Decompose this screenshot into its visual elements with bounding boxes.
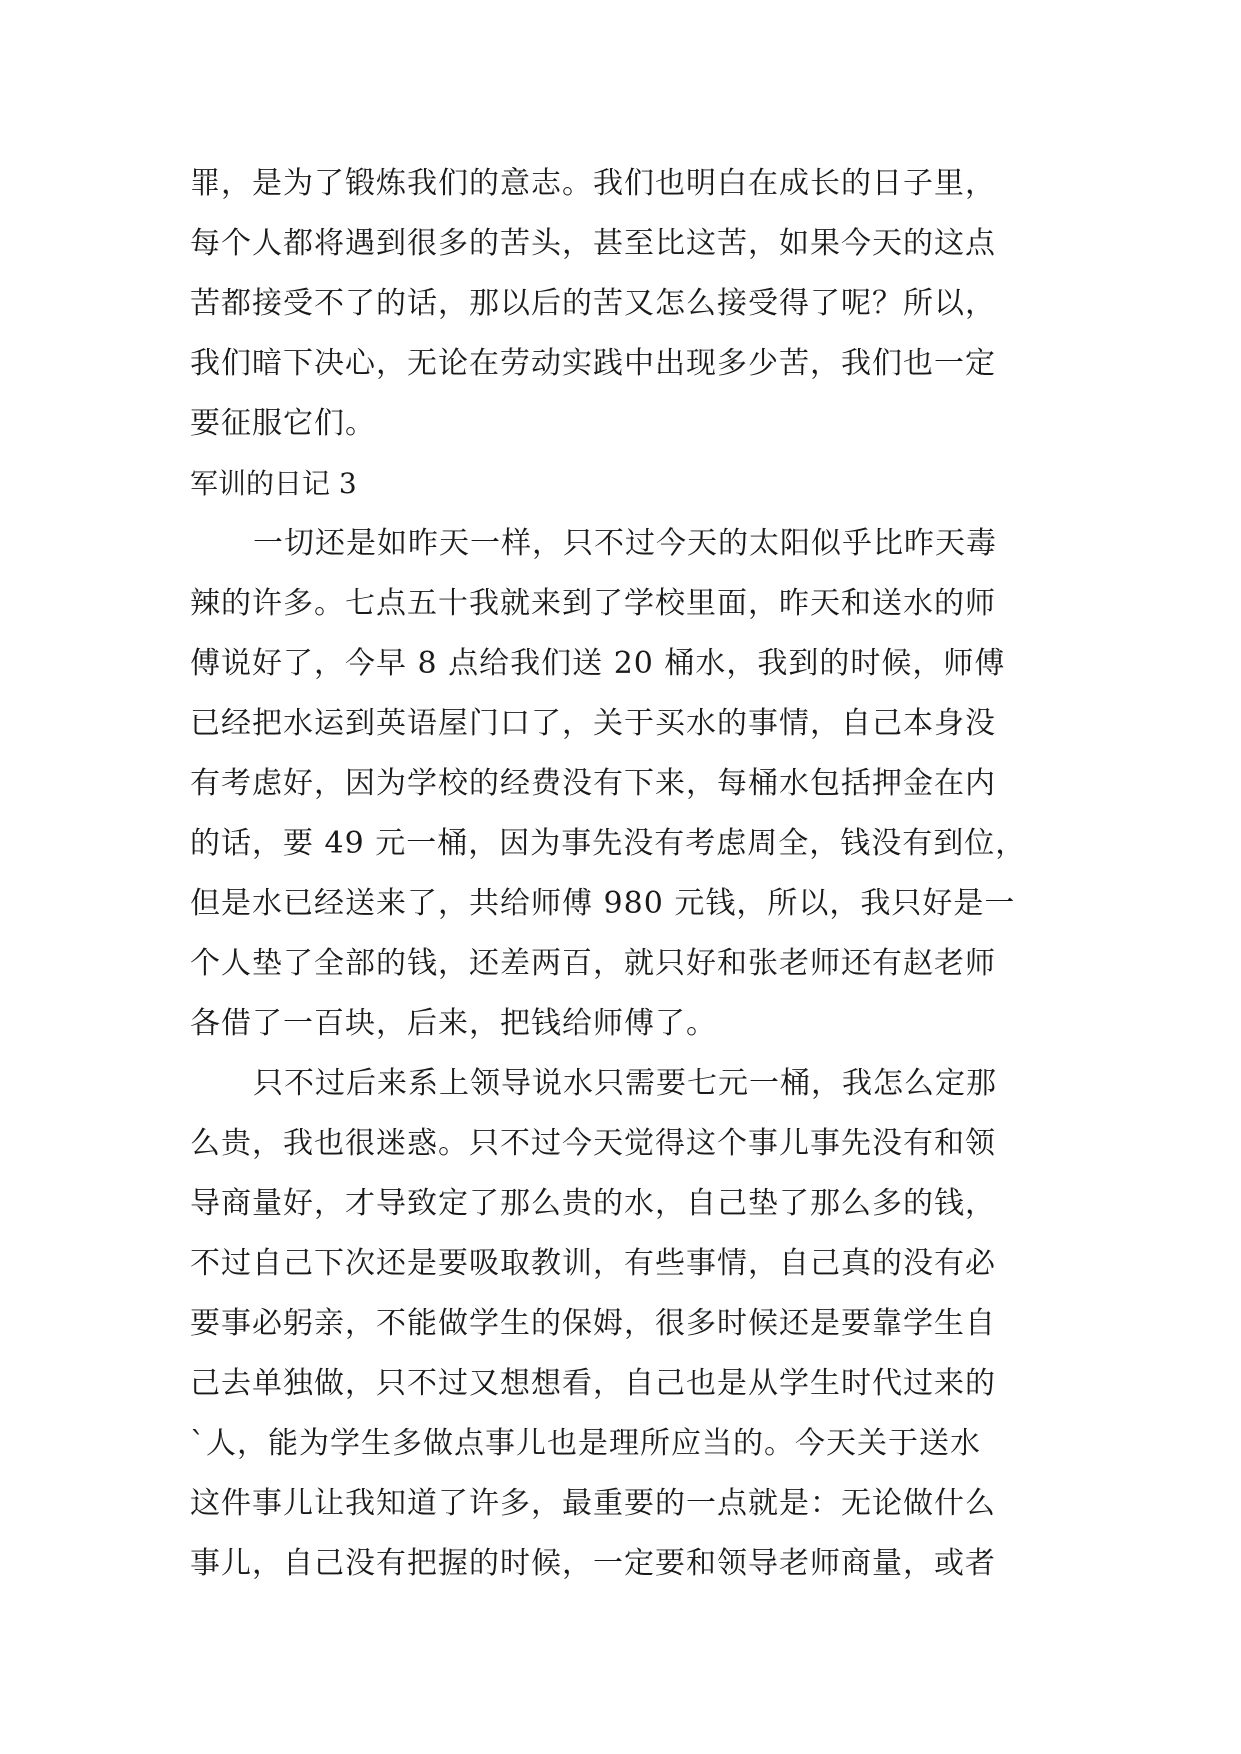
text-line: 傅说好了，今早 8 点给我们送 20 桶水，我到的时候，师傅 xyxy=(190,646,1006,681)
text-line: 么贵，我也很迷惑。只不过今天觉得这个事儿事先没有和领 xyxy=(190,1126,996,1161)
text-line: 各借了一百块，后来，把钱给师傅了。 xyxy=(190,1006,717,1041)
text-line: 导商量好，才导致定了那么贵的水，自己垫了那么多的钱， xyxy=(190,1186,996,1221)
section-heading: 军训的日记 3 xyxy=(190,467,357,500)
text-line: 的话，要 49 元一桶，因为事先没有考虑周全，钱没有到位， xyxy=(190,826,1027,861)
text-line: 有考虑好，因为学校的经费没有下来，每桶水包括押金在内 xyxy=(190,766,996,801)
text-line: 已经把水运到英语屋门口了，关于买水的事情，自己本身没 xyxy=(190,706,996,741)
text-line: 罪，是为了锻炼我们的意志。我们也明白在成长的日子里， xyxy=(190,166,996,201)
text-line: 每个人都将遇到很多的苦头，甚至比这苦，如果今天的这点 xyxy=(190,226,996,261)
text-line: 不过自己下次还是要吸取教训，有些事情，自己真的没有必 xyxy=(190,1246,996,1281)
text-line: 但是水已经送来了，共给师傅 980 元钱，所以，我只好是一 xyxy=(190,886,1016,921)
text-line: 要事必躬亲，不能做学生的保姆，很多时候还是要靠学生自 xyxy=(190,1306,996,1341)
text-line: `人，能为学生多做点事儿也是理所应当的。今天关于送水 xyxy=(190,1426,981,1461)
text-line: 我们暗下决心，无论在劳动实践中出现多少苦，我们也一定 xyxy=(190,346,996,381)
text-line: 个人垫了全部的钱，还差两百，就只好和张老师还有赵老师 xyxy=(190,946,996,981)
text-line: 己去单独做，只不过又想想看，自己也是从学生时代过来的 xyxy=(190,1366,996,1401)
document-body xyxy=(190,154,1070,1594)
text-line: 要征服它们。 xyxy=(190,406,376,441)
text-line: 辣的许多。七点五十我就来到了学校里面，昨天和送水的师 xyxy=(190,586,996,621)
text-line: 苦都接受不了的话，那以后的苦又怎么接受得了呢？所以， xyxy=(190,286,996,321)
text-line: 事儿，自己没有把握的时候，一定要和领导老师商量，或者 xyxy=(190,1546,996,1581)
paragraph-first-line: 只不过后来系上领导说水只需要七元一桶，我怎么定那 xyxy=(253,1066,997,1101)
text-line: 这件事儿让我知道了许多，最重要的一点就是：无论做什么 xyxy=(190,1486,996,1521)
paragraph-first-line: 一切还是如昨天一样，只不过今天的太阳似乎比昨天毒 xyxy=(253,526,997,561)
